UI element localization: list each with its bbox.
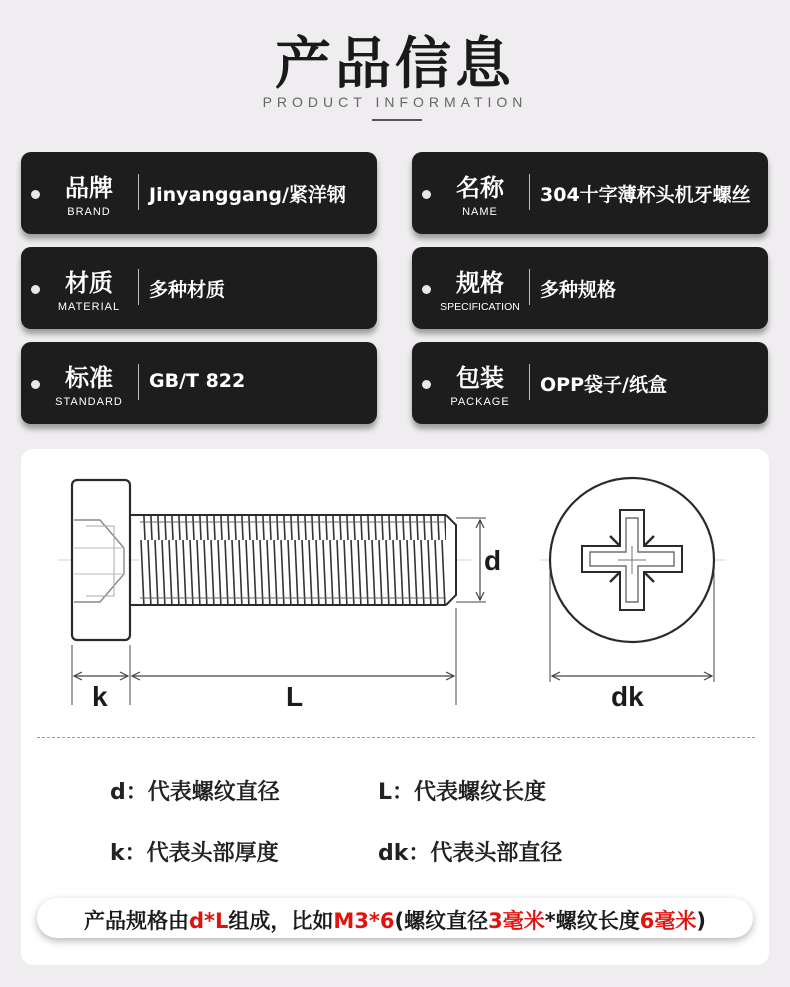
screw-shank (130, 515, 456, 605)
dimension-label-L: L (286, 681, 304, 712)
legend-k: k：代表头部厚度 (110, 841, 279, 866)
spec-summary-text (37, 905, 753, 935)
legend-dk: dk：代表头部直径 (378, 841, 563, 866)
screw-head-top (550, 478, 714, 642)
dashed-divider (37, 737, 755, 738)
spec-label-zh: 材质 (65, 269, 113, 297)
summary-text-part: (螺纹直径 (394, 909, 489, 933)
spec-label-zh: 规格 (456, 269, 504, 297)
dimension-k (72, 645, 130, 712)
spec-summary-box (37, 898, 753, 938)
dimension-L (132, 608, 456, 712)
summary-text-part: ) (696, 909, 706, 933)
page-title: 产品信息 (275, 32, 515, 97)
spec-label-zh: 包装 (456, 364, 504, 392)
summary-highlight: d*L (189, 909, 229, 933)
spec-value: Jinyanggang/紧洋钢 (149, 184, 346, 206)
legend-d: d：代表螺纹直径 (110, 780, 280, 805)
spec-value: 多种材质 (149, 279, 226, 301)
spec-label-en: STANDARD (55, 396, 123, 408)
spec-label-zh: 标准 (65, 364, 113, 392)
summary-highlight: 3毫米 (488, 909, 545, 933)
spec-value: 多种规格 (540, 279, 617, 301)
dimension-label-k: k (92, 681, 108, 712)
spec-value: GB/T 822 (149, 370, 246, 392)
summary-text-part: 产品规格由 (84, 909, 190, 933)
spec-label-en: MATERIAL (57, 301, 121, 313)
spec-label-en: BRAND (67, 206, 111, 218)
spec-label-en: SPECIFICATION (440, 301, 520, 313)
summary-highlight: M3*6 (333, 909, 395, 933)
summary-text-part: 组成，比如 (228, 909, 334, 933)
screw-head-side (72, 480, 130, 640)
dimension-label-dk: dk (611, 681, 644, 712)
legend-L: L：代表螺纹长度 (378, 780, 547, 805)
spec-label-en: NAME (462, 206, 498, 218)
summary-highlight: 6毫米 (639, 909, 697, 933)
spec-label-en: PACKAGE (450, 396, 510, 408)
spec-value: OPP袋子/纸盒 (540, 374, 667, 396)
page-subtitle: PRODUCT INFORMATION (262, 94, 528, 110)
dimension-label-d: d (484, 545, 502, 576)
spec-label-zh: 名称 (456, 174, 504, 202)
spec-value: 304十字薄杯头机牙螺丝 (540, 184, 751, 206)
spec-label-zh: 品牌 (65, 174, 113, 202)
summary-text-part: *螺纹长度 (544, 909, 640, 933)
